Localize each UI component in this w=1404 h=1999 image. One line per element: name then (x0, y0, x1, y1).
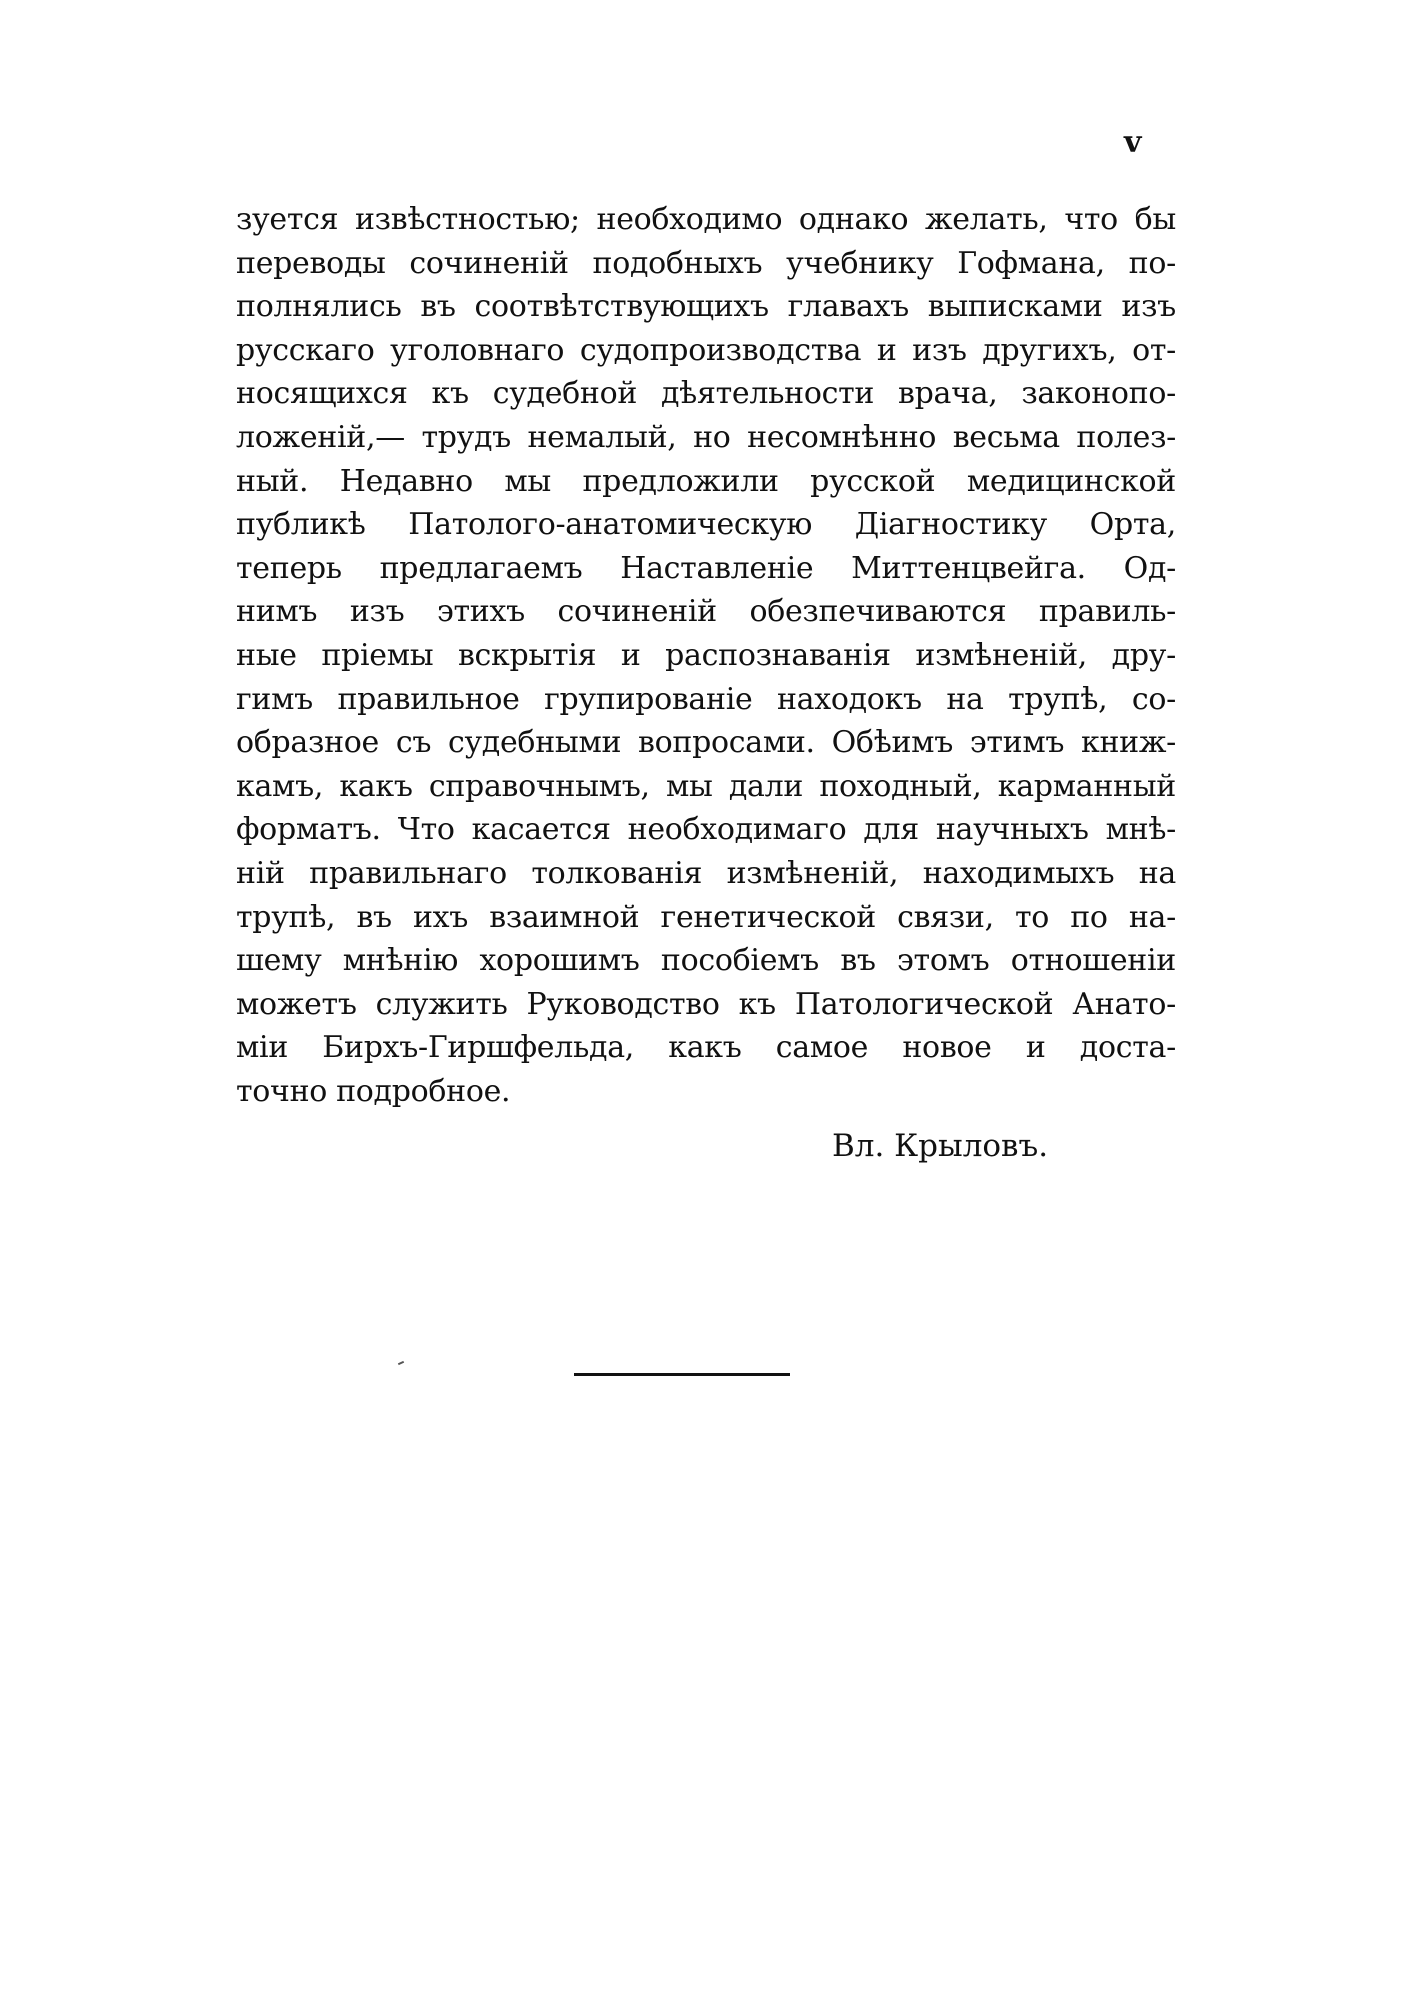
body-text (236, 198, 1176, 1113)
text-line: публикѣ Патолого-анатомическую Діагностику Орта, (236, 507, 1176, 543)
text-line: ный. Недавно мы предложили русской медицинской (236, 463, 1176, 499)
text-line: гимъ правильное групированіе находокъ на трупѣ, со- (236, 681, 1176, 717)
text-line: точно подробное. (236, 1073, 511, 1109)
text-line: образное съ судебными вопросами. Обѣимъ этимъ книж- (236, 725, 1176, 761)
text-line: міи Бирхъ-Гиршфельда, какъ самое новое и доста- (236, 1030, 1176, 1066)
text-line: ній правильнаго толкованія измѣненій, находимыхъ на (236, 855, 1176, 891)
page-number: v (1124, 125, 1142, 160)
text-line: переводы сочиненій подобныхъ учебнику Гофмана, по- (236, 245, 1176, 281)
text-line: шему мнѣнію хорошимъ пособіемъ въ этомъ отношеніи (236, 943, 1176, 979)
text-line: носящихся къ судебной дѣятельности врача, законопо- (236, 376, 1176, 412)
ink-speck (398, 1361, 404, 1365)
closing-rule (574, 1373, 790, 1376)
text-line: зуется извѣстностью; необходимо однако желать, что бы (236, 202, 1176, 237)
text-line: камъ, какъ справочнымъ, мы дали походный, карманный (236, 768, 1176, 804)
text-line: русскаго уголовнаго судопроизводства и изъ другихъ, от- (236, 332, 1176, 368)
text-line: нимъ изъ этихъ сочиненій обезпечиваются правиль- (236, 594, 1176, 630)
text-line: форматъ. Что касается необходимаго для научныхъ мнѣ- (236, 812, 1176, 848)
text-line: трупѣ, въ ихъ взаимной генетической связи, то по на- (236, 899, 1176, 935)
text-line: ложеній,— трудъ немалый, но несомнѣнно весьма полез- (236, 419, 1176, 455)
text-line: теперь предлагаемъ Наставленіе Миттенцвейга. Од- (236, 550, 1176, 586)
text-line: полнялись въ соотвѣтствующихъ главахъ выписками изъ (236, 289, 1176, 325)
signature: Вл. Крыловъ. (832, 1128, 1049, 1164)
text-line: ные пріемы вскрытія и распознаванія измѣненій, дру- (236, 637, 1176, 673)
text-line: можетъ служить Руководство къ Патологической Анато- (236, 986, 1176, 1022)
